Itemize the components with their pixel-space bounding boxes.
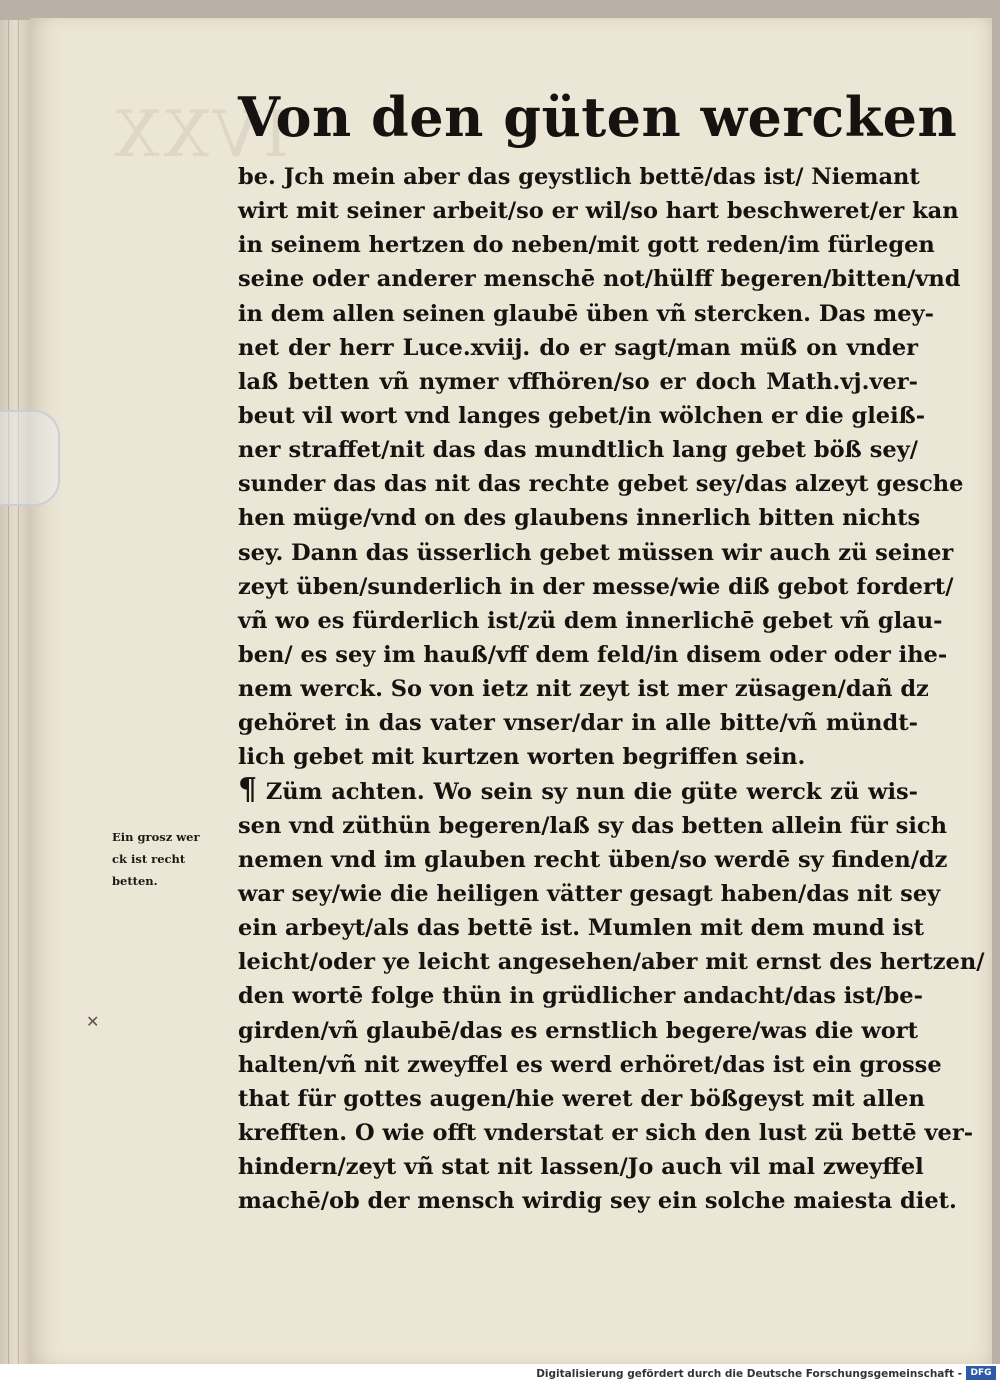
text-line: sen vnd züthün begeren/laß sy das betten allein für sich (238, 812, 947, 839)
text-line: that für gottes augen/hie weret der bößgeyst mit allen (238, 1085, 925, 1112)
text-line: in dem allen seinen glaubē üben vñ stercken. Das mey- (238, 300, 934, 327)
text-line: machē/ob der mensch wirdig sey ein solche maiesta diet. (238, 1188, 957, 1215)
text-line: net der herr Luce.xviij. do er sagt/man müß on vnder (238, 334, 918, 361)
margin-note-line: ck ist recht (112, 852, 186, 866)
page-title: Von den güten wercken (238, 85, 958, 149)
text-line: wirt mit seiner arbeit/so er wil/so hart beschweret/er kan (238, 198, 959, 225)
text-line: nemen vnd im glauben recht üben/so werdē sy finden/dz (238, 846, 948, 873)
text-line: nem werck. So von ietz nit zeyt ist mer züsagen/dañ dz (238, 676, 929, 703)
bleed-through-shadow: IVXX (110, 98, 289, 172)
ink-mark-icon: ✕ (86, 1012, 100, 1031)
text-line: den wortē folge thün in grüdlicher andacht/das ist/be- (238, 983, 923, 1010)
section-heading-text: Züm achten. Wo sein sy nun die güte werck zü wis- (265, 778, 918, 805)
pilcrow-mark-icon: ¶ (238, 771, 258, 807)
text-line: sey. Dann das üsserlich gebet müssen wir auch zü seiner (238, 539, 954, 566)
text-line: beut vil wort vnd langes gebet/in wölchen er die gleiß- (238, 402, 926, 429)
text-line: ein arbeyt/als das bettē ist. Mumlen mit dem mund ist (238, 915, 925, 942)
footer-bar (0, 1364, 1000, 1382)
text-line: vñ wo es fürderlich ist/zü dem innerlichē gebet vñ glau- (238, 607, 943, 634)
text-line: lich gebet mit kurtzen worten begriffen sein. (238, 744, 806, 771)
text-line: zeyt üben/sunderlich in der messe/wie diß gebot fordert/ (238, 573, 954, 600)
text-line: seine oder anderer menschē not/hülff begeren/bitten/vnd (238, 266, 961, 293)
text-line: krefften. O wie offt vnderstat er sich den lust zü bettē ver- (238, 1119, 974, 1146)
margin-note (112, 826, 230, 892)
text-line: ben/ es sey im hauß/vff dem feld/in disem oder oder ihe- (238, 641, 948, 668)
text-line: be. Jch mein aber das geystlich bettē/das ist/ Niemant (238, 164, 920, 190)
text-line: war sey/wie die heiligen vätter gesagt haben/das nit sey (238, 880, 941, 907)
dfg-logo: DFG (966, 1366, 996, 1380)
page-clip (0, 410, 60, 506)
footer-credit: Digitalisierung gefördert durch die Deutsche Forschungsgemeinschaft - (536, 1368, 962, 1380)
text-line: hindern/zeyt vñ stat nit lassen/Jo auch vil mal zweyffel (238, 1154, 924, 1181)
body-text-block (238, 160, 985, 1218)
text-line: laß betten vñ nymer vffhören/so er doch Math.vj.ver- (238, 368, 918, 395)
margin-note-line: Ein grosz wer (112, 830, 200, 844)
text-line-section-start (238, 771, 918, 809)
text-line: gehöret in das vater vnser/dar in alle bitte/vñ mündt- (238, 710, 918, 737)
text-line: sunder das das nit das rechte gebet sey/das alzeyt gesche (238, 471, 964, 498)
text-line: hen müge/vnd on des glaubens innerlich bitten nichts (238, 505, 921, 532)
margin-note-line: betten. (112, 874, 158, 888)
text-line: leicht/oder ye leicht angesehen/aber mit ernst des hertzen/ (238, 949, 985, 976)
text-line: in seinem hertzen do neben/mit gott reden/im fürlegen (238, 232, 935, 259)
text-line: ner straffet/nit das das mundtlich lang gebet böß sey/ (238, 437, 918, 464)
text-line: halten/vñ nit zweyffel es werd erhöret/das ist ein grosse (238, 1051, 942, 1078)
text-line: girden/vñ glaubē/das es ernstlich begere/was die wort (238, 1017, 918, 1044)
